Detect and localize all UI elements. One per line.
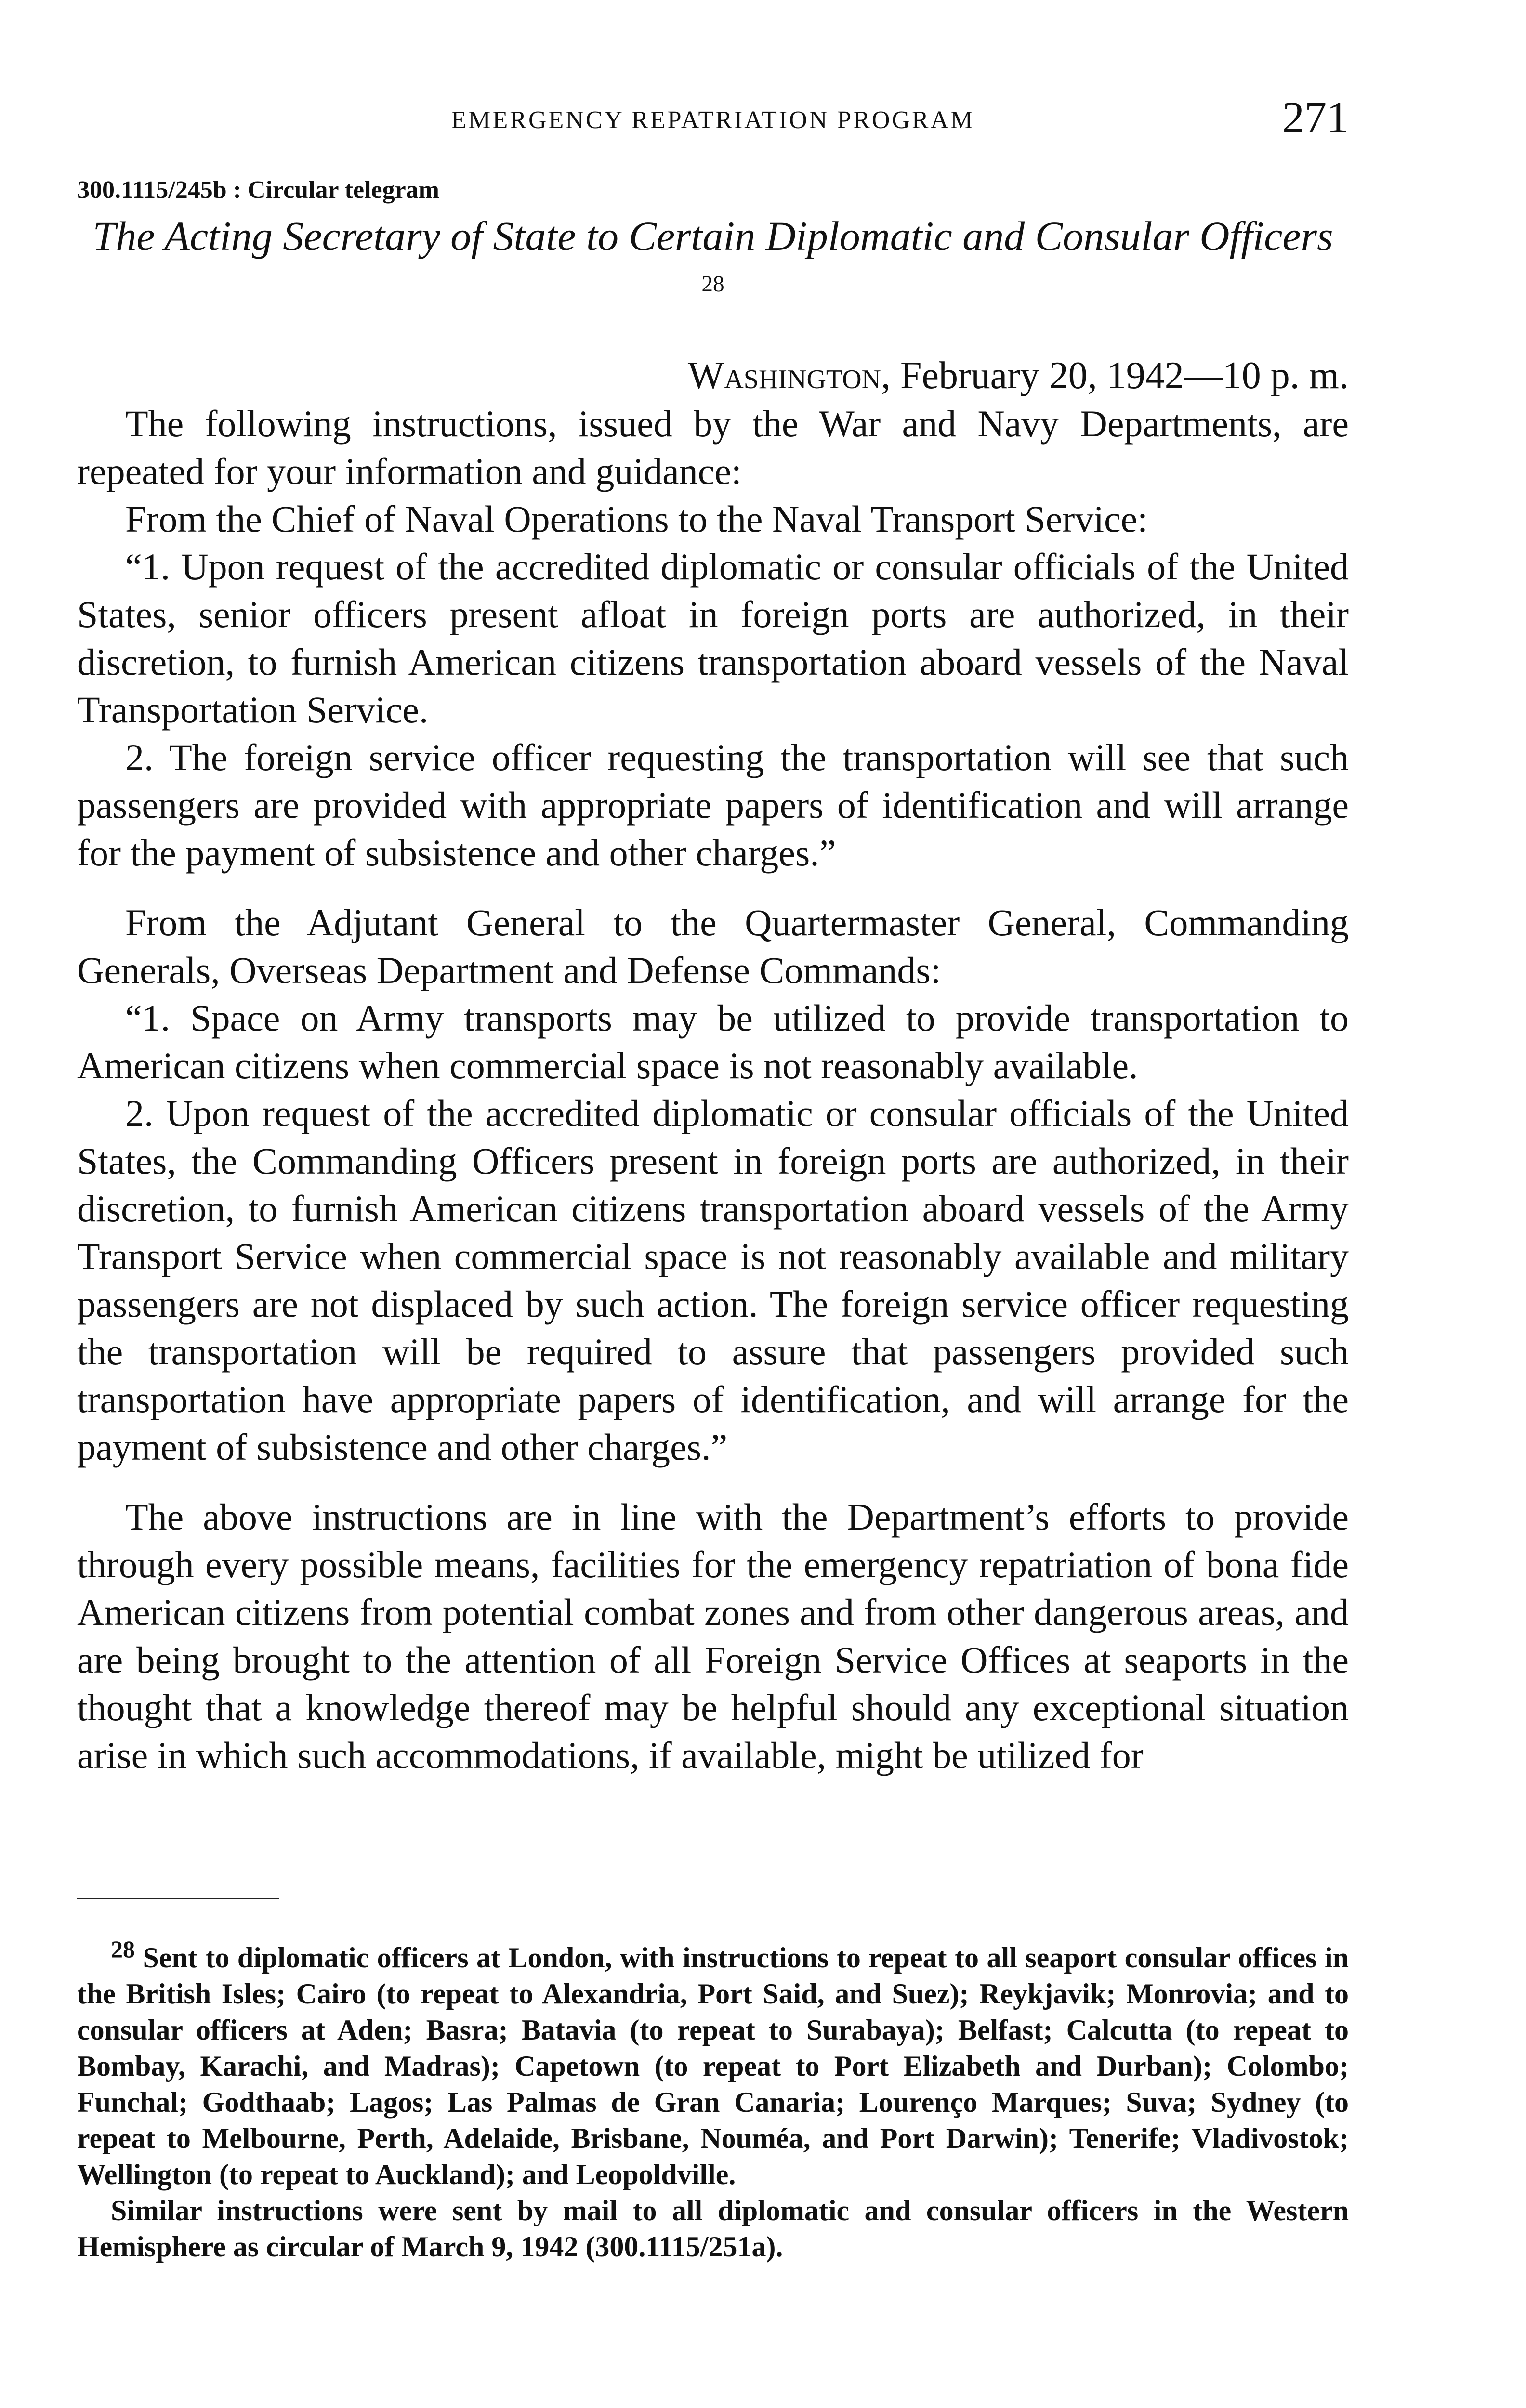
- paragraph: 2. Upon request of the accredited diplomatic or consular officials of the United States, the Commanding Officers present in foreign ports are authorized, in their discretion, to furnish American citizens transportation aboard vessels of the Army Transport Service when commercial space is not reasonably available and military passengers are not displaced by such action. The foreign service officer requesting the transportation will be required to assure that passengers provided such transportation have appropriate papers of identification, and will arrange for the payment of subsistence and other charges.”: [77, 1092, 1349, 1468]
- paragraph: 2. The foreign service officer requesting the transportation will see that such passengers are provided with appropriate papers of identification and will arrange for the payment of subsistence and other charges.”: [77, 736, 1349, 874]
- paragraph: The above instructions are in line with the Department’s efforts to provide through every possible means, facilities for the emergency repatriation of bona fide American citizens from potential combat zones and from other dangerous areas, and are being brought to the attention of all Foreign Service Offices at seaports in the thought that a knowledge thereof may be helpful should any exceptional situation arise in which such accommodations, if available, might be utilized for: [77, 1496, 1349, 1776]
- dateline-date: , February 20, 1942—10 p. m.: [881, 354, 1349, 397]
- dateline-place: Washington: [687, 354, 881, 397]
- dateline: [688, 354, 1349, 398]
- footnote-marker: 28: [111, 1936, 135, 1963]
- running-head: [77, 92, 1349, 144]
- paragraph: From the Adjutant General to the Quartermaster General, Commanding Generals, Overseas Department and Defense Commands:: [77, 902, 1349, 991]
- paragraph: “1. Upon request of the accredited diplomatic or consular officials of the United States, senior officers present afloat in foreign ports are authorized, in their discretion, to furnish American citizens transportation aboard vessels of the Naval Transportation Service.: [77, 546, 1349, 731]
- title-footnote-marker: 28: [701, 272, 724, 297]
- footnote-continuation: Similar instructions were sent by mail to all diplomatic and consular officers in the Western Hemisphere as circular of March 9, 1942 (300.1115/251a).: [77, 2195, 1349, 2263]
- paragraph: The following instructions, issued by the War and Navy Departments, are repeated for your information and guidance:: [77, 403, 1349, 492]
- paragraph: “1. Space on Army transports may be utilized to provide transportation to American citizens when commercial space is not reasonably available.: [77, 997, 1349, 1086]
- paragraph: From the Chief of Naval Operations to the Naval Transport Service:: [125, 498, 1148, 540]
- body-text: [77, 400, 1349, 1779]
- running-title: EMERGENCY REPATRIATION PROGRAM: [451, 106, 975, 134]
- footnote-text: Sent to diplomatic officers at London, with instructions to repeat to all seaport consular offices in the British Isles; Cairo (to repeat to Alexandria, Port Said, and Suez); Reykjavik; Monrovia; and to consular officers at Aden; Basra; Batavia (to repeat to Surabaya); Belfast; Calcutta (to repeat to Bombay, Karachi, and Madras); Capetown (to repeat to Port Elizabeth and Durban); Colombo; Funchal; Godthaab; Lagos; Las Palmas de Gran Canaria; Lourenço Marques; Suva; Sydney (to repeat to Melbourne, Perth, Adelaide, Brisbane, Nouméa, and Port Darwin); Tenerife; Vladivostok; Wellington (to repeat to Auckland); and Leopoldville.: [77, 1942, 1349, 2190]
- footnote: [77, 1931, 1349, 2193]
- footnotes: [77, 1931, 1349, 2265]
- page-number: 271: [1282, 92, 1349, 142]
- footnote-divider: [77, 1898, 279, 1899]
- document-title-text: The Acting Secretary of State to Certain Diplomatic and Consular Officers: [92, 213, 1333, 259]
- file-reference: 300.1115/245b : Circular telegram: [77, 176, 439, 204]
- document-title: [77, 212, 1349, 316]
